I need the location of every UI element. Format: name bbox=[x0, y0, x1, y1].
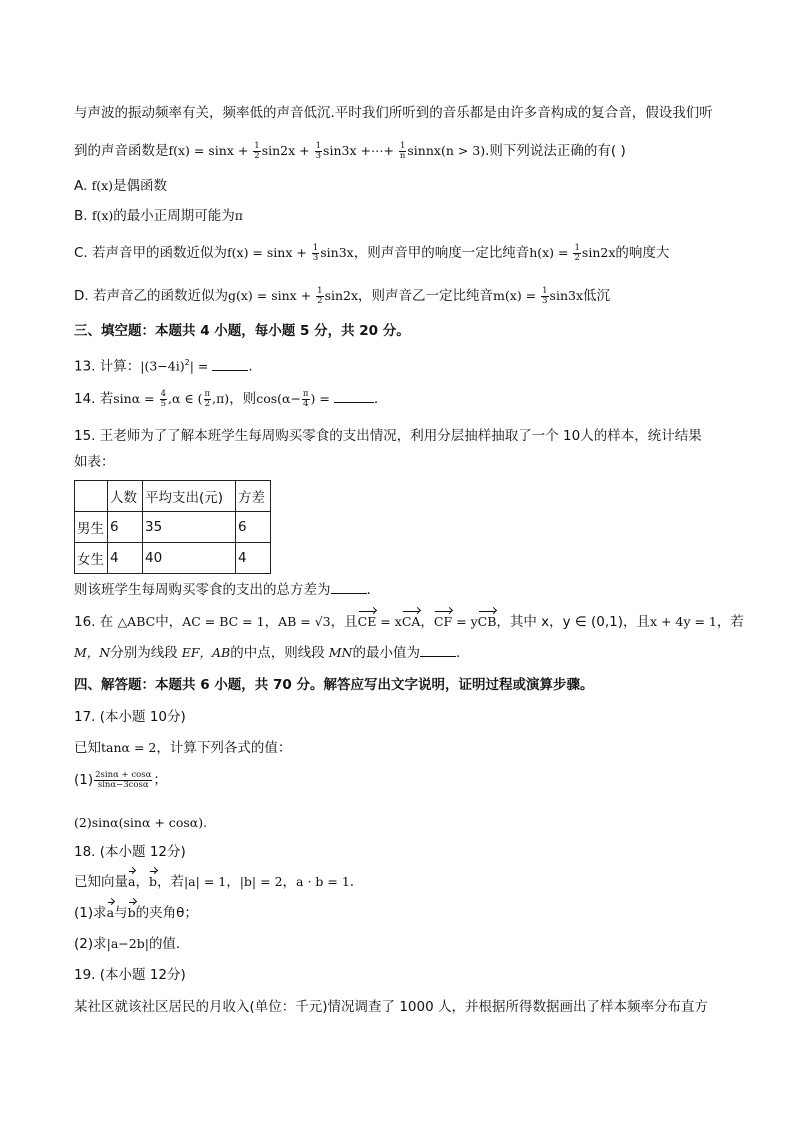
table-header-row bbox=[75, 481, 271, 512]
option-c: C. 若声音甲的函数近似为f(x) = sinx + $\frac{1}{3}$ sin3x，则声音甲的响度一定比纯音h(x) = $\frac{1}{2}$ sin2x的响度大 bbox=[74, 242, 670, 263]
table-header-cell: 平均支出(元) bbox=[143, 481, 236, 512]
fraction: $\frac{1}{n}$ bbox=[399, 140, 406, 161]
question-16-line-2: M，N分别为线段 EF，AB的中点，则线段 MN的最小值为 . bbox=[74, 645, 461, 661]
question-19-title: 19. (本小题 12分) bbox=[74, 967, 186, 983]
option-b: B. f(x)的最小正周期可能为π bbox=[74, 208, 244, 224]
question-13: 13. 计算：$|(3-4i)^2|$ = . bbox=[74, 358, 253, 375]
fraction: $\frac{1}{3}$ bbox=[315, 140, 322, 161]
table-header-cell bbox=[75, 481, 108, 512]
table-cell: 6 bbox=[236, 512, 271, 543]
answer-blank bbox=[212, 358, 248, 371]
table-header-cell: 人数 bbox=[108, 481, 143, 512]
table-row bbox=[75, 512, 271, 543]
table-header-cell: 方差 bbox=[236, 481, 271, 512]
table-cell: 40 bbox=[143, 543, 236, 574]
question-16-line-1: 16. 在 △ABC中，AC = BC = 1，AB = √3，且CE = xCA，CF = yCB，其中 x，y ∈ (0,1)，且x + 4y = 1，若 bbox=[74, 614, 744, 630]
answer-blank bbox=[334, 390, 374, 403]
question-17-part-1: (1) $\frac{2\sin\alpha + \cos\alpha}{\sin\alpha-3\cos\alpha}$ ； bbox=[74, 769, 167, 790]
question-17-title: 17. (本小题 10分) bbox=[74, 709, 186, 725]
question-18-title: 18. (本小题 12分) bbox=[74, 844, 186, 860]
fraction: $\frac{1}{2}$ bbox=[254, 140, 260, 161]
question-18-part-2: (2)求|a−2b|的值. bbox=[74, 936, 181, 952]
answer-blank bbox=[331, 581, 367, 594]
table-cell: 女生 bbox=[75, 543, 108, 574]
question-14: 14. 若sinα = $\frac{4}{5}$ ,α ∈ ( $\frac{\pi}{2}$ ,π)，则cos(α− $\frac{\pi}{4}$ ) = . bbox=[74, 388, 379, 409]
intro-line-1: 与声波的振动频率有关，频率低的声音低沉.平时我们所听到的音乐都是由许多音构成的复合音，假设我们听 bbox=[74, 105, 713, 121]
question-18-part-1: (1)求a与b的夹角θ； bbox=[74, 905, 198, 921]
table-row bbox=[75, 543, 271, 574]
vector-cb: CB bbox=[478, 612, 497, 632]
intro-line-2: 到的声音函数是f(x) = sinx + $\frac{1}{2}$ sin2x + $\frac{1}{3}$ sin3x +⋯+ $\frac{1}{n}$ sinnx(n > 3).则下列说法正确的有( ) bbox=[74, 140, 626, 161]
table-cell: 4 bbox=[236, 543, 271, 574]
question-19-line: 某社区就该社区居民的月收入(单位：千元)情况调查了 1000 人，并根据所得数据画出了样本频率分布直方 bbox=[74, 999, 708, 1015]
table-cell: 35 bbox=[143, 512, 236, 543]
question-18-given: 已知向量a，b，若|a| = 1，|b| = 2，a · b = 1. bbox=[74, 874, 355, 890]
vector-cf: CF bbox=[434, 612, 452, 632]
vector-ce: CE bbox=[358, 612, 377, 632]
option-d: D. 若声音乙的函数近似为g(x) = sinx + $\frac{1}{2}$ sin2x，则声音乙一定比纯音m(x) = $\frac{1}{3}$ sin3x低沉 bbox=[74, 285, 611, 306]
section-heading-solutions: 四、解答题：本题共 6 小题，共 70 分。解答应写出文字说明，证明过程或演算步骤。 bbox=[74, 677, 594, 693]
vector-ca: CA bbox=[402, 612, 421, 632]
question-15-line-3: 则该班学生每周购买零食的支出的总方差为 . bbox=[74, 582, 371, 598]
expense-table bbox=[74, 480, 271, 574]
section-heading-fill-in: 三、填空题：本题共 4 小题，每小题 5 分，共 20 分。 bbox=[74, 323, 410, 339]
question-17-given: 已知tanα = 2，计算下列各式的值： bbox=[74, 740, 292, 756]
question-15-line-2: 如表： bbox=[74, 454, 115, 470]
table-cell: 4 bbox=[108, 543, 143, 574]
table-cell: 男生 bbox=[75, 512, 108, 543]
option-a: A. f(x)是偶函数 bbox=[74, 178, 168, 194]
question-17-part-2: (2)sinα(sinα + cosα). bbox=[74, 815, 208, 830]
question-15-line-1: 15. 王老师为了了解本班学生每周购买零食的支出情况，利用分层抽样抽取了一个 10人的样本，统计结果 bbox=[74, 428, 702, 444]
answer-blank bbox=[420, 644, 456, 657]
table-cell: 6 bbox=[108, 512, 143, 543]
